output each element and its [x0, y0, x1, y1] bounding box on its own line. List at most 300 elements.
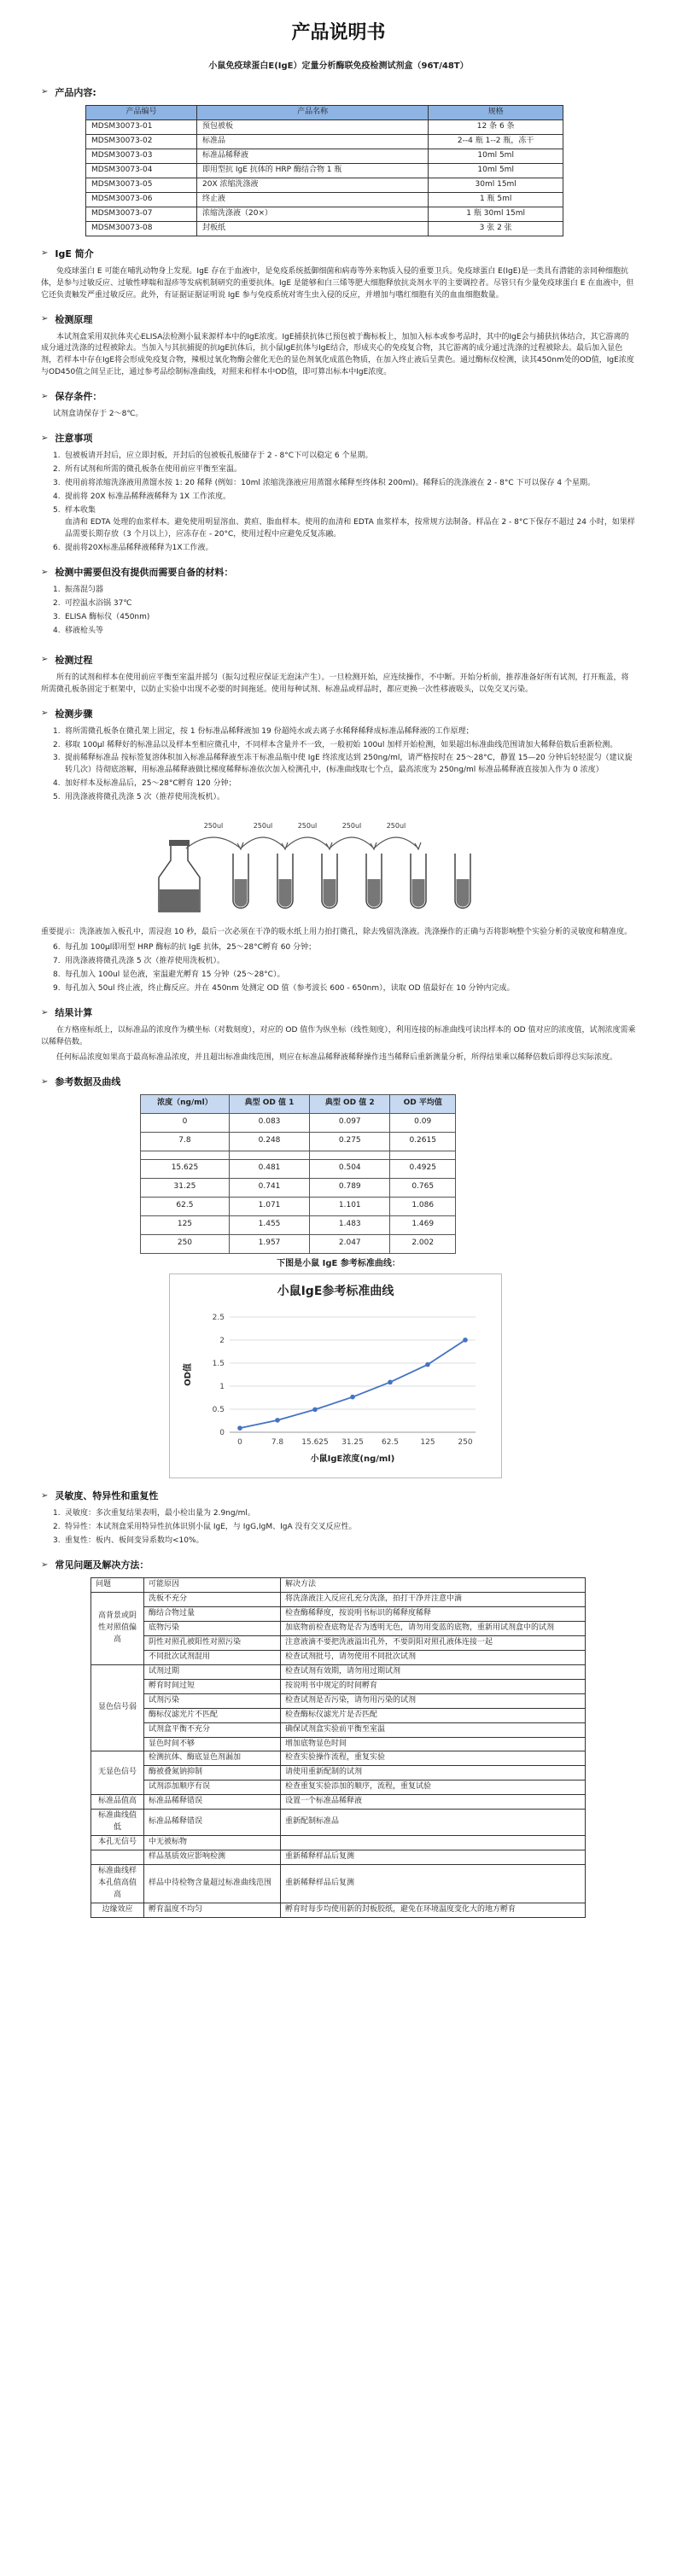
- sensitivity-list: [53, 1508, 636, 1547]
- table-header: 可能原因: [144, 1578, 281, 1593]
- list-number: 2.: [53, 465, 61, 475]
- faq-problem: 边缘效应: [91, 1903, 144, 1917]
- table-row: [141, 1178, 456, 1197]
- faq-cause: 检测抗体、酶底显色剂漏加: [144, 1751, 281, 1766]
- table-cell: 1.483: [310, 1215, 390, 1234]
- table-row: [91, 1903, 586, 1917]
- table-row: [141, 1234, 456, 1253]
- data-point: [237, 1426, 242, 1431]
- table-cell: 即用型抗 IgE 抗体的 HRP 酶结合物 1 瓶: [197, 163, 429, 178]
- volume-label: 250ul: [203, 822, 224, 830]
- x-tick-label: 250: [458, 1438, 473, 1448]
- table-cell: 标准品稀释液: [197, 149, 429, 163]
- faq-cause: 试剂添加顺序有误: [144, 1780, 281, 1795]
- list-number: 2.: [53, 1523, 61, 1532]
- table-row: [91, 1607, 586, 1622]
- faq-cause: 不同批次试剂混用: [144, 1650, 281, 1664]
- table-cell: 0.765: [390, 1178, 456, 1197]
- table-cell: 31.25: [141, 1178, 230, 1197]
- table-cell: 12 条 6 条: [429, 119, 563, 134]
- list-item: [53, 478, 636, 490]
- data-point: [388, 1380, 393, 1385]
- list-text: 移取 100μl 稀释好的标准品以及样本至相应微孔中，不同样本含量并不一致，一般初始 100ul 加样开始检测，如果超出标准曲线范围请加大稀释倍数后重新检测。: [65, 740, 618, 749]
- table-row: [91, 1635, 586, 1650]
- list-item: [53, 778, 636, 790]
- list-number: 4.: [53, 626, 61, 635]
- table-cell: MDSM30073-07: [86, 207, 197, 221]
- table-row: [91, 1722, 586, 1737]
- arrow-head-icon: [371, 842, 376, 849]
- table-cell: 0.083: [229, 1113, 309, 1132]
- section-reference: ➢ 参考数据及曲线: [41, 1075, 121, 1087]
- table-row: [91, 1664, 586, 1679]
- table-cell: MDSM30073-05: [86, 178, 197, 192]
- process-paragraph: 所有的试剂和样本在使用前应平衡至室温并摇匀（振勾过程应保证无泡沫产生）。一旦检测开始，应连续操作，不中断。开始分析前，推荐准备好所有试剂，打开瓶盖，将所需微孔板条固定于框架中，以防止实验中出现不必要的时间拖延。使用每种试剂、标准品或样品时，都应更换一次性移液吸头，以免交叉污染。: [41, 673, 629, 694]
- flask-icon: [159, 840, 200, 912]
- data-point: [463, 1338, 468, 1343]
- table-row: [91, 1708, 586, 1722]
- notes-list: [53, 451, 636, 555]
- list-item: [53, 464, 636, 476]
- arrow-head-icon: [237, 842, 243, 849]
- arrow-icon: ➢: [41, 567, 49, 577]
- list-number: 4.: [53, 779, 61, 789]
- faq-solution: 注意液滴不要把洗液溢出孔外，不要阴阳对照孔液体连接一起: [281, 1635, 586, 1650]
- table-cell: 2--4 瓶 1--2 瓶，冻干: [429, 134, 563, 149]
- section-faq: ➢ 常见问题及解决方法：: [41, 1559, 149, 1571]
- transfer-arrow: [374, 837, 418, 848]
- list-item: [53, 492, 636, 504]
- chart-caption: 下图是小鼠 IgE 参考标准曲线：: [277, 1258, 400, 1268]
- data-point: [425, 1362, 430, 1367]
- list-number: 9.: [53, 983, 61, 993]
- principle-paragraph: 本试剂盒采用双抗体夹心ELISA法检测小鼠来源样本中的IgE浓度。IgE捕获抗体已预包被于酶标板上，加加入标本或参考品时，其中的IgE会与捕获抗体结合，其它游离的成分通过洗涤的过程被除去。当加入与其抗捕捉的抗IgE抗体后，抗小鼠IgE抗体与IgE结合，形成夹心的免疫复合物，其它游离的成分通过洗涤的过程被除去。最后加入显色剂，若样本中存在IgE将会形成免疫复合物，辣根过氧化物酶会催化无色的显色剂氧化成蓝色物质，在加入终止液后呈黄色。通过酶标仪检测，读其450nm处的OD值，IgE浓度与OD450值之间呈正比，通过参考品绘制标准曲线，对照来和样本中OD值，即可算出标本中IgE浓度。: [41, 332, 634, 377]
- y-tick-label: 2.5: [212, 1314, 225, 1323]
- faq-problem: 标准曲线样本孔值高值高: [91, 1864, 144, 1903]
- faq-cause: 样品基质效应影响检测: [144, 1850, 281, 1865]
- section-notes: ➢ 注意事项: [41, 433, 93, 445]
- faq-problem: [91, 1850, 144, 1865]
- list-text: 加好样本及标准品后，25～28°C孵育 120 分钟；: [65, 779, 236, 789]
- table-header: 产品编号: [86, 105, 197, 119]
- arrow-icon: ➢: [41, 434, 49, 444]
- doc-title: 产品说明书: [291, 22, 386, 44]
- faq-table: [90, 1577, 586, 1918]
- faq-problem: 标准曲线值低: [91, 1810, 144, 1836]
- table-cell: 3 张 2 张: [429, 221, 563, 236]
- faq-solution: 请使用重新配制的试剂: [281, 1766, 586, 1780]
- table-row: [91, 1836, 586, 1850]
- arrow-icon: ➢: [41, 1076, 49, 1087]
- table-row: [91, 1810, 586, 1836]
- list-number: 3.: [53, 754, 61, 763]
- table-row: [86, 178, 563, 192]
- list-text: 每孔加入 100ul 显色液，室温避光孵育 15 分钟（25～28°C）。: [65, 970, 285, 980]
- list-text: 特异性：本试剂盒采用特异性抗体识别小鼠 IgE，与 IgG,IgM、IgA 没有交叉反应性。: [65, 1523, 357, 1532]
- table-row: [86, 149, 563, 163]
- section-principle: ➢ 检测原理: [41, 313, 93, 325]
- faq-problem: 高背景或阴性对照值偏高: [91, 1593, 144, 1665]
- list-item: [53, 983, 636, 995]
- transfer-arrow: [285, 837, 330, 848]
- table-cell: [141, 1151, 230, 1159]
- list-item: [53, 942, 636, 954]
- table-cell: 0.789: [310, 1178, 390, 1197]
- y-tick-label: 1: [219, 1383, 225, 1392]
- table-cell: 标准品: [197, 134, 429, 149]
- table-cell: MDSM30073-08: [86, 221, 197, 236]
- list-number: 1.: [53, 452, 61, 461]
- faq-cause: 孵育时间过短: [144, 1679, 281, 1693]
- faq-problem: 显色信号弱: [91, 1664, 144, 1751]
- list-text: 用洗涤液将微孔洗涤 5 次（推荐使用洗板机）。: [65, 793, 225, 802]
- y-tick-label: 0.5: [212, 1406, 225, 1415]
- arrow-icon: ➢: [41, 1491, 49, 1501]
- storage-text: 试剂盒请保存于 2～8℃。: [53, 410, 143, 419]
- section-steps: ➢ 检测步骤: [41, 708, 93, 720]
- table-header: 产品名称: [197, 105, 429, 119]
- steps-list-b: [53, 942, 636, 995]
- list-item: [53, 1522, 636, 1534]
- x-tick-label: 0: [237, 1438, 242, 1448]
- arrow-icon: ➢: [41, 1007, 49, 1017]
- table-row: [141, 1215, 456, 1234]
- faq-cause: 中无被标物: [144, 1836, 281, 1850]
- table-spacer: [141, 1151, 456, 1159]
- faq-solution: 按说明书中规定的时间孵育: [281, 1679, 586, 1693]
- list-number: 1.: [53, 585, 61, 594]
- x-tick-label: 7.8: [271, 1438, 284, 1448]
- tube-liquid: [412, 879, 425, 907]
- table-row: [91, 1679, 586, 1693]
- tube-liquid: [235, 879, 248, 907]
- transfer-arrow: [186, 837, 241, 848]
- transfer-arrow: [330, 837, 374, 848]
- table-row: [141, 1113, 456, 1132]
- faq-cause: 洗板不充分: [144, 1593, 281, 1607]
- list-text: 使用前将浓缩洗涤液用蒸馏水按 1: 20 稀释 (例如：10ml 浓缩洗涤液应用蒸馏水稀释至终体积 200ml)。稀释后的洗涤液在 2 - 8°C 下可以保存 4 个星期。: [65, 479, 595, 488]
- volume-label: 250ul: [253, 822, 273, 830]
- volume-label: 250ul: [297, 822, 318, 830]
- faq-cause: 显色时间不够: [144, 1737, 281, 1751]
- faq-cause: 孵育温度不均匀: [144, 1903, 281, 1917]
- y-tick-label: 2: [219, 1337, 225, 1346]
- table-cell: 1.469: [390, 1215, 456, 1234]
- table-cell: 125: [141, 1215, 230, 1234]
- faq-solution: 重新配制标准品: [281, 1810, 586, 1836]
- table-row: [86, 163, 563, 178]
- list-item: [53, 740, 636, 752]
- list-number: 2.: [53, 598, 61, 608]
- table-cell: 1.071: [229, 1197, 309, 1215]
- list-text: 样本收集 血清和 EDTA 处理的血浆样本。避免使用明显溶血、黄疸、脂血样本。使用的血清和 EDTA 血浆样本，按常规方法制备。样品在 2 - 8°C下保存不超过 24 小时，如果样品需要长期存放（3 个月以上），应冻存在 - 20°C，使用过程中应避免反复冻融。: [65, 506, 635, 539]
- list-text: 每孔加 100μl即用型 HRP 酶标的抗 IgE 抗体，25～28°C孵育 60 分钟；: [65, 943, 317, 953]
- table-row: [86, 119, 563, 134]
- list-item: [53, 956, 636, 968]
- table-row: [141, 1132, 456, 1151]
- arrow-icon: ➢: [41, 655, 49, 665]
- chart-title: 小鼠IgE参考标准曲线: [277, 1285, 394, 1299]
- list-number: 8.: [53, 970, 61, 980]
- table-cell: 0.248: [229, 1132, 309, 1151]
- results-paragraph-1: 在方格座标纸上，以标准品的浓度作为横坐标（对数刻度），对应的 OD 值作为纵坐标（线性刻度），利用连接的标准曲线可读出样本的 OD 值对应的浓度值，试剂浓度需乘以稀释倍数。: [41, 1025, 636, 1046]
- content-table: [85, 105, 563, 236]
- table-cell: 0.504: [310, 1159, 390, 1178]
- x-tick-label: 62.5: [381, 1438, 400, 1448]
- x-axis-label: 小鼠IgE浓度(ng/ml): [310, 1454, 395, 1465]
- table-cell: 0.2615: [390, 1132, 456, 1151]
- faq-problem: 本孔无信号: [91, 1836, 144, 1850]
- faq-cause: 酶标仪滤光片不匹配: [144, 1708, 281, 1722]
- faq-solution: 确保试剂盒实验前平衡至室温: [281, 1722, 586, 1737]
- data-point: [350, 1395, 355, 1400]
- list-item: [53, 1536, 636, 1547]
- list-number: 7.: [53, 957, 61, 966]
- faq-problem: 标准品值高: [91, 1795, 144, 1810]
- tube-liquid: [457, 879, 470, 907]
- list-text: 所有试剂和所需的微孔板条在使用前应平衡至室温。: [65, 465, 242, 475]
- faq-solution: 重新稀释样品后复测: [281, 1864, 586, 1903]
- faq-solution: 孵育时每步均使用新的封板胶纸，避免在环境温度变化大的地方孵育: [281, 1903, 586, 1917]
- table-cell: 0.275: [310, 1132, 390, 1151]
- table-cell: 封板纸: [197, 221, 429, 236]
- list-number: 5.: [53, 793, 61, 802]
- list-item: [53, 792, 636, 804]
- list-number: 2.: [53, 740, 61, 749]
- list-item: [53, 726, 636, 738]
- table-row: [86, 207, 563, 221]
- table-cell: [390, 1151, 456, 1159]
- table-row: [91, 1593, 586, 1607]
- list-number: 3.: [53, 479, 61, 488]
- table-cell: MDSM30073-02: [86, 134, 197, 149]
- section-content: ➢ 产品内容:: [41, 86, 96, 98]
- table-cell: [229, 1151, 309, 1159]
- table-row: [91, 1766, 586, 1780]
- table-row: [91, 1850, 586, 1865]
- faq-solution: 检查试剂是否污染，请勿用污染的试剂: [281, 1693, 586, 1708]
- section-sensitivity: ➢ 灵敏度、特异性和重复性: [41, 1490, 159, 1502]
- table-header: 典型 OD 值 1: [229, 1094, 309, 1113]
- series-line: [240, 1340, 465, 1428]
- wash-note: 重要提示：洗涤液加入板孔中，需浸泡 10 秒，最后一次必须在干净的吸水纸上用力拍打微孔，除去残留洗涤液。洗涤操作的正确与否将影响整个实验分析的灵敏度和精准度。: [41, 928, 633, 937]
- table-cell: 0.097: [310, 1113, 390, 1132]
- x-tick-label: 125: [420, 1438, 435, 1448]
- faq-cause: 标准品稀释错误: [144, 1795, 281, 1810]
- faq-cause: 底物污染: [144, 1622, 281, 1636]
- faq-problem: 无显色信号: [91, 1751, 144, 1795]
- faq-cause: 酶结合物过量: [144, 1607, 281, 1622]
- list-number: 5.: [53, 506, 61, 516]
- table-header: 解决方法: [281, 1578, 586, 1593]
- section-materials: ➢ 检测中需要但没有提供而需要自备的材料：: [41, 566, 234, 578]
- table-header: 典型 OD 值 2: [310, 1094, 390, 1113]
- y-tick-label: 0: [219, 1429, 225, 1438]
- table-cell: 1.101: [310, 1197, 390, 1215]
- list-text: 重复性：板内、板间变异系数均<10%。: [65, 1536, 204, 1546]
- y-axis-label: OD值: [184, 1363, 193, 1387]
- x-tick-label: 31.25: [341, 1438, 364, 1448]
- table-cell: 2.002: [390, 1234, 456, 1253]
- list-number: 3.: [53, 612, 61, 621]
- table-cell: 预包被板: [197, 119, 429, 134]
- table-cell: 0.741: [229, 1178, 309, 1197]
- dilution-illustration: [152, 811, 493, 922]
- table-row: [91, 1751, 586, 1766]
- faq-solution: 增加底物显色时间: [281, 1737, 586, 1751]
- list-item: [53, 598, 636, 610]
- x-tick-label: 15.625: [301, 1438, 329, 1448]
- faq-solution: 检查重复实验添加的顺序，流程，重复试验: [281, 1780, 586, 1795]
- faq-solution: 检查酶稀释度，按说明书标识的稀释度稀释: [281, 1607, 586, 1622]
- table-cell: 1.086: [390, 1197, 456, 1215]
- doc-subtitle: 小鼠免疫球蛋白E(IgE）定量分析酶联免疫检测试剂盒（96T/48T）: [208, 61, 469, 72]
- table-cell: 浓缩洗涤液（20×）: [197, 207, 429, 221]
- table-cell: 1.957: [229, 1234, 309, 1253]
- steps-list-a: [53, 726, 636, 805]
- faq-cause: 标准品稀释错误: [144, 1810, 281, 1836]
- arrow-head-icon: [326, 842, 332, 849]
- table-row: [91, 1780, 586, 1795]
- faq-solution: 加底物前检查底物是否为透明无色，请勿用变蓝的底物，重新用试剂盒中的试剂: [281, 1622, 586, 1636]
- section-storage: ➢ 保存条件：: [41, 391, 102, 403]
- arrow-icon: ➢: [41, 1559, 49, 1570]
- table-row: [86, 221, 563, 236]
- table-cell: 0.4925: [390, 1159, 456, 1178]
- table-header: 浓度（ng/ml）: [141, 1094, 230, 1113]
- list-number: 1.: [53, 726, 61, 736]
- faq-cause: 酶被叠氮钠抑制: [144, 1766, 281, 1780]
- list-item: [53, 970, 636, 982]
- list-number: 6.: [53, 943, 61, 953]
- table-cell: 10ml 5ml: [429, 163, 563, 178]
- table-cell: 1 瓶 30ml 15ml: [429, 207, 563, 221]
- table-row: [86, 134, 563, 149]
- list-text: 包被板请开封后，应立即封板，开封后的包被板孔板储存于 2 - 8°C下可以稳定 6 个星期。: [65, 452, 373, 461]
- table-header: 规格: [429, 105, 563, 119]
- arrow-head-icon: [282, 842, 288, 849]
- tube-liquid: [324, 879, 336, 907]
- table-cell: 20X 浓缩洗涤液: [197, 178, 429, 192]
- list-text: ELISA 酶标仪（450nm): [65, 612, 150, 621]
- faq-solution: 将洗涤液注入反应孔充分洗涤，拍打干净并注意中滴: [281, 1593, 586, 1607]
- list-item: [53, 451, 636, 463]
- list-item: [53, 585, 636, 597]
- faq-solution: 设置一个标准品稀释液: [281, 1795, 586, 1810]
- faq-cause: 样品中待检物含量超过标准曲线范围: [144, 1864, 281, 1903]
- list-text: 将所需微孔板条在微孔架上固定，按 1 份标准品稀释液加 19 份超纯水或去离子水稀释稀释成标准品稀释液的工作原理；: [65, 726, 474, 736]
- arrow-icon: ➢: [41, 708, 49, 719]
- faq-solution: 重新稀释样品后复测: [281, 1850, 586, 1865]
- table-header: 问题: [91, 1578, 144, 1593]
- table-row: [91, 1864, 586, 1903]
- arrow-head-icon: [415, 842, 421, 849]
- list-text: 可控温水浴锅 37℃: [65, 598, 132, 608]
- table-cell: MDSM30073-06: [86, 192, 197, 207]
- list-text: 振荡混匀器: [65, 585, 104, 594]
- table-cell: MDSM30073-01: [86, 119, 197, 134]
- list-text: 移液枪头等: [65, 626, 104, 635]
- list-item: [53, 626, 636, 638]
- data-point: [275, 1418, 280, 1423]
- section-results: ➢ 结果计算: [41, 1006, 93, 1018]
- list-item: [53, 543, 636, 555]
- table-cell: 250: [141, 1234, 230, 1253]
- list-text: 提前将 20X 标准品稀释液稀释为 1X 工作浓度。: [65, 492, 231, 502]
- table-cell: 7.8: [141, 1132, 230, 1151]
- faq-solution: 检查试剂有效期，请勿用过期试剂: [281, 1664, 586, 1679]
- table-cell: [310, 1151, 390, 1159]
- list-item: [53, 612, 636, 624]
- list-item: [53, 505, 636, 541]
- table-row: [91, 1795, 586, 1810]
- intro-paragraph: 免疫球蛋白 E 可能在哺乳动物身上发现。IgE 存在于血液中，是免疫系统抵御细菌和病毒等外来物质入侵的重要卫兵。免疫球蛋白 E(IgE)是一类具有潜能的亲同种细胞抗体，是参与过敏反应、过敏性哮喘和湿疹等发病机制研究的重要抗体。IgE 是能够和白三烯等肥大细胞释放抗炎剂水平的主要调控者。尽管只有少量免疫球蛋白 E 在血液中，但它还负责触发严重过敏反应。此外，有证据证据证明说 IgE 参与免疫系统对寄生虫入侵的反应，并增加与嗜红细胞有关的血血细胞数量。: [41, 266, 634, 300]
- table-cell: 62.5: [141, 1197, 230, 1215]
- transfer-arrow: [241, 837, 285, 848]
- faq-cause: 试剂盒平衡不充分: [144, 1722, 281, 1737]
- table-row: [86, 192, 563, 207]
- faq-solution: [281, 1836, 586, 1850]
- arrow-icon: ➢: [41, 314, 49, 324]
- table-cell: 0.09: [390, 1113, 456, 1132]
- table-row: [141, 1159, 456, 1178]
- list-number: 1.: [53, 1509, 61, 1518]
- list-number: 3.: [53, 1536, 61, 1546]
- section-process: ➢ 检测过程: [41, 654, 93, 666]
- tube-liquid: [368, 879, 381, 907]
- list-text: 每孔加入 50ul 终止液，终止酶反应。并在 450nm 处测定 OD 值（参考波长 600 - 650nm），读取 OD 值最好在 10 分钟内完成。: [65, 983, 515, 993]
- table-cell: 15.625: [141, 1159, 230, 1178]
- y-tick-label: 1.5: [212, 1360, 225, 1369]
- results-paragraph-2: 任何标品浓度如果高于最高标准品浓度，并且超出标准曲线范围，则应在标准品稀释液稀释操作违当稀释后重新测量分析，所得结果乘以稀释倍数后即得总实际浓度。: [56, 1052, 618, 1062]
- table-header: OD 平均值: [390, 1094, 456, 1113]
- table-cell: MDSM30073-04: [86, 163, 197, 178]
- list-number: 6.: [53, 543, 61, 552]
- data-point: [312, 1407, 318, 1413]
- table-row: [141, 1197, 456, 1215]
- list-text: 提前将20X标准品稀释液稀释为1X工作液。: [65, 543, 213, 552]
- section-intro: ➢ IgE 简介: [41, 248, 94, 259]
- list-text: 灵敏度：多次重复结果表明，最小检出量为 2.9ng/ml。: [65, 1509, 255, 1518]
- table-cell: 10ml 5ml: [429, 149, 563, 163]
- table-cell: 2.047: [310, 1234, 390, 1253]
- standard-curve-chart: [169, 1273, 502, 1478]
- table-cell: 0: [141, 1113, 230, 1132]
- table-row: [91, 1578, 586, 1593]
- arrow-icon: ➢: [41, 392, 49, 402]
- table-row: [91, 1622, 586, 1636]
- faq-solution: 检查实验操作流程，重复实验: [281, 1751, 586, 1766]
- table-row: [91, 1650, 586, 1664]
- list-number: 4.: [53, 492, 61, 502]
- table-cell: 1.455: [229, 1215, 309, 1234]
- reference-table: [140, 1094, 456, 1254]
- table-cell: 0.481: [229, 1159, 309, 1178]
- table-cell: 终止液: [197, 192, 429, 207]
- volume-label: 250ul: [386, 822, 406, 830]
- arrow-icon: ➢: [41, 87, 49, 97]
- arrow-icon: ➢: [41, 248, 49, 259]
- faq-cause: 试剂污染: [144, 1693, 281, 1708]
- table-row: [91, 1693, 586, 1708]
- materials-list: [53, 585, 636, 638]
- list-text: 用洗涤液将微孔洗涤 5 次（推荐使用洗板机）。: [65, 957, 225, 966]
- faq-cause: 试剂过期: [144, 1664, 281, 1679]
- table-cell: MDSM30073-03: [86, 149, 197, 163]
- table-cell: 30ml 15ml: [429, 178, 563, 192]
- faq-solution: 检查酶标仪滤光片是否匹配: [281, 1708, 586, 1722]
- list-item: [53, 1508, 636, 1520]
